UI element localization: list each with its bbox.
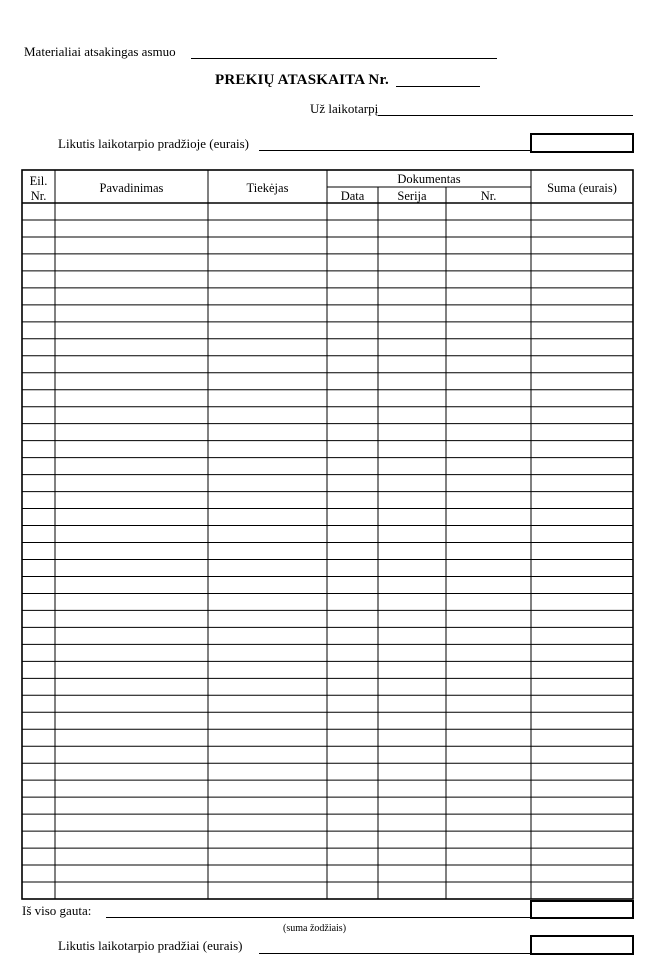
col-header-row-number-line1: Eil. bbox=[29, 174, 48, 188]
end-balance-box[interactable] bbox=[530, 935, 634, 955]
col-header-row-number bbox=[22, 174, 55, 204]
start-balance-label: Likutis laikotarpio pradžioje (eurais) bbox=[58, 136, 249, 151]
report-title: PREKIŲ ATASKAITA Nr. bbox=[215, 72, 389, 88]
col-header-number: Nr. bbox=[480, 189, 497, 203]
col-header-sum: Suma (eurais) bbox=[547, 181, 617, 195]
total-received-box[interactable] bbox=[530, 900, 634, 919]
total-received-label: Iš viso gauta: bbox=[22, 903, 92, 918]
col-header-supplier: Tiekėjas bbox=[246, 181, 289, 195]
col-header-series: Serija bbox=[397, 189, 427, 203]
total-received-words-field[interactable] bbox=[106, 917, 531, 918]
col-header-document: Dokumentas bbox=[397, 172, 461, 186]
sum-in-words-hint: (suma žodžiais) bbox=[283, 923, 347, 934]
col-header-date: Data bbox=[340, 189, 365, 203]
responsible-person-label: Materialiai atsakingas asmuo bbox=[24, 44, 176, 59]
col-header-row-number-line2: Nr. bbox=[30, 189, 47, 203]
col-header-name: Pavadinimas bbox=[99, 181, 164, 195]
end-balance-label: Likutis laikotarpio pradžiai (eurais) bbox=[58, 938, 243, 953]
period-label: Už laikotarpį bbox=[310, 101, 379, 116]
end-balance-words-field[interactable] bbox=[259, 953, 531, 954]
